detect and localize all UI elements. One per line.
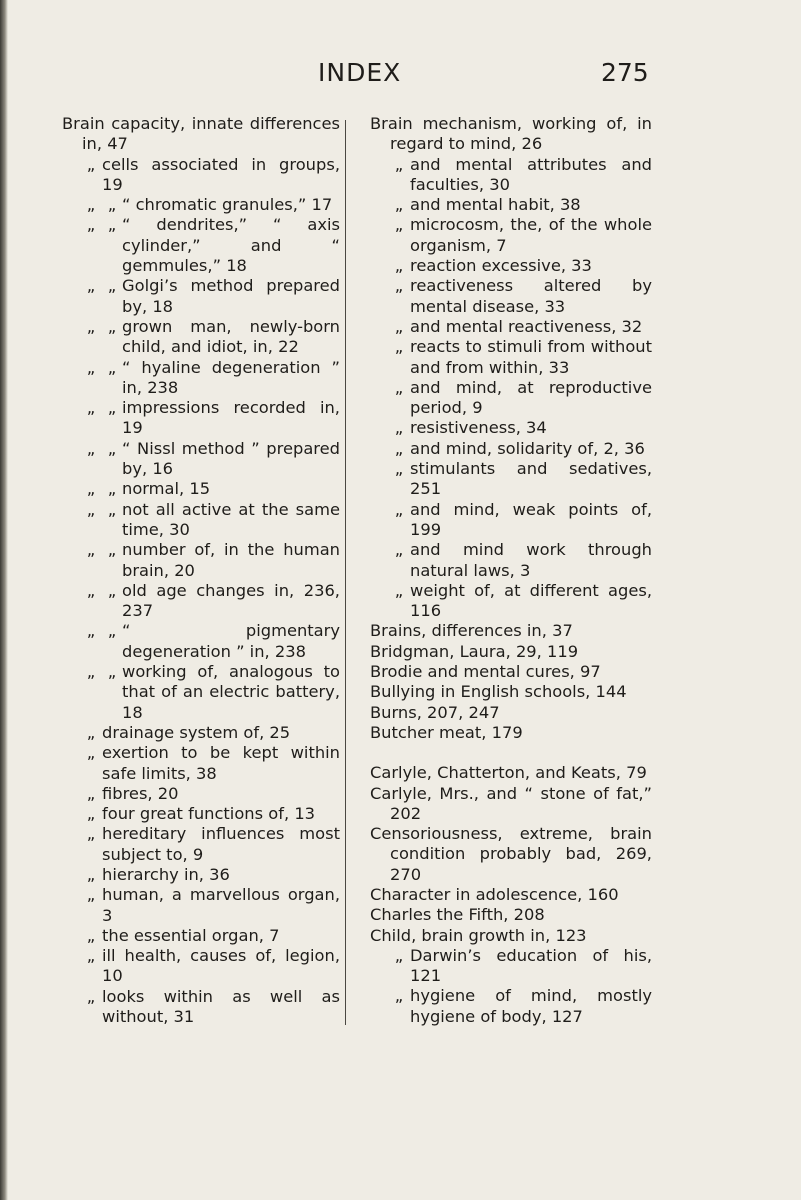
ditto-mark: „ xyxy=(86,316,96,336)
index-entry-text: Bridgman, Laura, 29, 119 xyxy=(370,641,579,661)
index-entry-text: drainage system of, 25 xyxy=(102,722,291,742)
index-subentry xyxy=(62,500,340,541)
index-subentry xyxy=(370,418,652,438)
index-entry-text: stimulants and sedatives, 251 xyxy=(410,459,652,499)
index-subentry xyxy=(370,276,652,317)
index-entry xyxy=(370,114,652,155)
index-entry xyxy=(62,114,340,155)
ditto-mark: „ xyxy=(86,195,96,215)
index-subentry xyxy=(370,215,652,256)
index-entry-text: Golgi’s method prepared by, 18 xyxy=(122,276,340,316)
index-subentry xyxy=(62,987,340,1028)
index-entry-text: Darwin’s education of his, 121 xyxy=(410,945,652,986)
section-gap xyxy=(370,743,652,763)
index-entry-text: and mental habit, 38 xyxy=(410,195,581,215)
index-entry-text: Brain mechanism, working of, in regard to mind, 26 xyxy=(370,114,652,154)
index-entry xyxy=(370,763,652,783)
ditto-mark: „ xyxy=(107,215,117,235)
ditto-mark: „ xyxy=(394,986,404,1006)
index-subentry xyxy=(62,621,340,662)
index-subentry xyxy=(370,337,652,378)
ditto-mark: „ xyxy=(107,621,117,641)
index-entry-text: the essential organ, 7 xyxy=(102,925,280,945)
index-entry-text: weight of, at different ages, 116 xyxy=(410,580,652,621)
ditto-mark: „ xyxy=(86,276,96,296)
index-entry-text: old age changes in, 236, 237 xyxy=(122,580,340,621)
page-edge xyxy=(0,0,8,1200)
ditto-mark: „ xyxy=(86,824,96,844)
ditto-mark: „ xyxy=(394,945,404,965)
index-entry-text: exertion to be kept within safe limits, 38 xyxy=(102,743,340,783)
index-subentry xyxy=(62,804,340,824)
index-entry-text: looks within as well as without, 31 xyxy=(102,986,340,1027)
index-subentry xyxy=(62,215,340,276)
ditto-mark: „ xyxy=(394,580,404,600)
index-entry-text: Charles the Fifth, 208 xyxy=(370,905,545,925)
index-subentry xyxy=(62,317,340,358)
index-entry xyxy=(370,784,652,825)
ditto-mark: „ xyxy=(394,459,404,479)
ditto-mark: „ xyxy=(107,540,117,560)
index-subentry xyxy=(370,378,652,419)
index-entry-text: Character in adolescence, 160 xyxy=(370,884,619,904)
index-entry xyxy=(370,905,652,925)
index-subentry xyxy=(370,986,652,1027)
index-entry-text: resistiveness, 34 xyxy=(410,418,547,438)
index-entry-text: four great functions of, 13 xyxy=(102,804,316,824)
ditto-mark: „ xyxy=(394,276,404,296)
index-entry-text: normal, 15 xyxy=(122,479,211,499)
index-entry-text: reaction excessive, 33 xyxy=(410,256,592,276)
index-subentry xyxy=(62,885,340,926)
index-entry-text: number of, in the human brain, 20 xyxy=(122,540,340,580)
index-subentry xyxy=(370,317,652,337)
ditto-mark: „ xyxy=(107,479,117,499)
index-entry xyxy=(370,926,652,946)
page-number: 275 xyxy=(601,58,649,87)
index-entry-text: and mind work through natural laws, 3 xyxy=(410,540,652,580)
ditto-mark: „ xyxy=(394,215,404,235)
index-entry-text: not all active at the same time, 30 xyxy=(122,499,340,539)
ditto-mark: „ xyxy=(86,215,96,235)
index-subentry xyxy=(62,946,340,987)
ditto-mark: „ xyxy=(86,885,96,905)
index-entry-text: Carlyle, Mrs., and “ stone of fat,” 202 xyxy=(370,783,652,823)
index-column-right xyxy=(370,114,652,1027)
ditto-mark: „ xyxy=(86,722,96,742)
ditto-mark: „ xyxy=(394,154,404,174)
ditto-mark: „ xyxy=(107,580,117,600)
index-subentry xyxy=(62,540,340,581)
ditto-mark: „ xyxy=(86,946,96,966)
index-entry xyxy=(370,885,652,905)
index-entry-text: hereditary influences most subject to, 9 xyxy=(102,824,340,864)
index-entry xyxy=(370,642,652,662)
index-entry-text: Butcher meat, 179 xyxy=(370,722,523,742)
index-entry-text: “ pigmentary degeneration ” in, 238 xyxy=(122,621,340,661)
index-entry-text: microcosm, the, of the whole organism, 7 xyxy=(410,215,652,255)
index-entry xyxy=(370,824,652,885)
ditto-mark: „ xyxy=(394,256,404,276)
ditto-mark: „ xyxy=(86,398,96,418)
ditto-mark: „ xyxy=(86,804,96,824)
index-subentry xyxy=(370,581,652,622)
index-subentry xyxy=(370,540,652,581)
ditto-mark: „ xyxy=(86,662,96,682)
index-column-left xyxy=(62,114,340,1027)
ditto-mark: „ xyxy=(394,316,404,336)
index-subentry xyxy=(62,926,340,946)
index-subentry xyxy=(62,824,340,865)
index-subentry xyxy=(62,743,340,784)
ditto-mark: „ xyxy=(394,499,404,519)
index-entry xyxy=(370,703,652,723)
index-subentry xyxy=(370,256,652,276)
ditto-mark: „ xyxy=(394,540,404,560)
index-entry-text: Bullying in English schools, 144 xyxy=(370,682,627,702)
ditto-mark: „ xyxy=(394,377,404,397)
index-entry xyxy=(370,662,652,682)
ditto-mark: „ xyxy=(107,499,117,519)
ditto-mark: „ xyxy=(86,783,96,803)
index-entry-text: Child, brain growth in, 123 xyxy=(370,925,587,945)
ditto-mark: „ xyxy=(86,154,96,174)
index-subentry xyxy=(370,155,652,196)
page-header xyxy=(0,58,801,98)
page-title: INDEX xyxy=(318,58,402,87)
index-entry-text: and mind, solidarity of, 2, 36 xyxy=(410,438,645,458)
ditto-mark: „ xyxy=(86,925,96,945)
index-entry-text: “ dendrites,” “ axis cylinder,” and “ gemmules,” 18 xyxy=(122,215,340,276)
index-entry-text: and mind, weak points of, 199 xyxy=(410,499,652,539)
index-entry-text: fibres, 20 xyxy=(102,783,179,803)
index-subentry xyxy=(62,439,340,480)
index-entry-text: Brains, differences in, 37 xyxy=(370,621,573,641)
ditto-mark: „ xyxy=(86,540,96,560)
index-entry-text: Censoriousness, extreme, brain condition probably bad, 269, 270 xyxy=(370,824,652,884)
ditto-mark: „ xyxy=(107,316,117,336)
index-subentry xyxy=(62,662,340,723)
ditto-mark: „ xyxy=(86,986,96,1006)
ditto-mark: „ xyxy=(107,357,117,377)
ditto-mark: „ xyxy=(107,398,117,418)
index-entry-text: reacts to stimuli from without and from within, 33 xyxy=(410,337,652,377)
index-subentry xyxy=(62,865,340,885)
ditto-mark: „ xyxy=(394,337,404,357)
index-subentry xyxy=(370,195,652,215)
ditto-mark: „ xyxy=(86,580,96,600)
index-entry-text: and mental attributes and faculties, 30 xyxy=(410,154,652,194)
index-subentry xyxy=(62,276,340,317)
index-subentry xyxy=(62,155,340,196)
index-subentry xyxy=(370,946,652,987)
ditto-mark: „ xyxy=(394,438,404,458)
index-entry-text: Brain capacity, innate differences in, 47 xyxy=(62,114,340,154)
index-entry-text: reactiveness altered by mental disease, 33 xyxy=(410,276,652,316)
index-subentry xyxy=(62,195,340,215)
index-subentry xyxy=(62,784,340,804)
index-entry-text: and mind, at reproductive period, 9 xyxy=(410,377,652,418)
index-entry-text: Burns, 207, 247 xyxy=(370,702,500,722)
index-subentry xyxy=(62,581,340,622)
index-entry xyxy=(370,682,652,702)
ditto-mark: „ xyxy=(107,276,117,296)
index-entry-text: Carlyle, Chatterton, and Keats, 79 xyxy=(370,763,647,783)
index-subentry xyxy=(62,723,340,743)
index-entry-text: working of, analogous to that of an electric battery, 18 xyxy=(122,662,340,722)
index-entry xyxy=(370,621,652,641)
index-entry-text: ill health, causes of, legion, 10 xyxy=(102,946,340,986)
index-entry-text: hygiene of mind, mostly hygiene of body, 127 xyxy=(410,986,652,1026)
index-entry-text: “ chromatic granules,” 17 xyxy=(122,195,333,215)
ditto-mark: „ xyxy=(86,864,96,884)
index-entry-text: hierarchy in, 36 xyxy=(102,864,230,884)
ditto-mark: „ xyxy=(86,479,96,499)
index-entry-text: human, a marvellous organ, 3 xyxy=(102,885,340,925)
index-entry-text: grown man, newly-born child, and idiot, in, 22 xyxy=(122,316,340,357)
index-subentry xyxy=(62,358,340,399)
index-entry-text: and mental reactiveness, 32 xyxy=(410,316,643,336)
ditto-mark: „ xyxy=(107,662,117,682)
column-divider xyxy=(345,120,346,1025)
index-entry-text: “ hyaline degeneration ” in, 238 xyxy=(122,357,340,397)
index-subentry xyxy=(62,479,340,499)
ditto-mark: „ xyxy=(86,357,96,377)
ditto-mark: „ xyxy=(86,621,96,641)
ditto-mark: „ xyxy=(86,499,96,519)
index-subentry xyxy=(370,459,652,500)
ditto-mark: „ xyxy=(107,195,117,215)
index-entry-text: impressions recorded in, 19 xyxy=(122,398,340,438)
index-subentry xyxy=(62,398,340,439)
index-entry-text: cells associated in groups, 19 xyxy=(102,154,340,194)
ditto-mark: „ xyxy=(394,195,404,215)
index-entry xyxy=(370,723,652,743)
index-subentry xyxy=(370,500,652,541)
ditto-mark: „ xyxy=(107,438,117,458)
index-entry-text: Brodie and mental cures, 97 xyxy=(370,662,601,682)
index-subentry xyxy=(370,439,652,459)
ditto-mark: „ xyxy=(394,418,404,438)
index-entry-text: “ Nissl method ” prepared by, 16 xyxy=(122,438,340,479)
ditto-mark: „ xyxy=(86,438,96,458)
ditto-mark: „ xyxy=(86,743,96,763)
